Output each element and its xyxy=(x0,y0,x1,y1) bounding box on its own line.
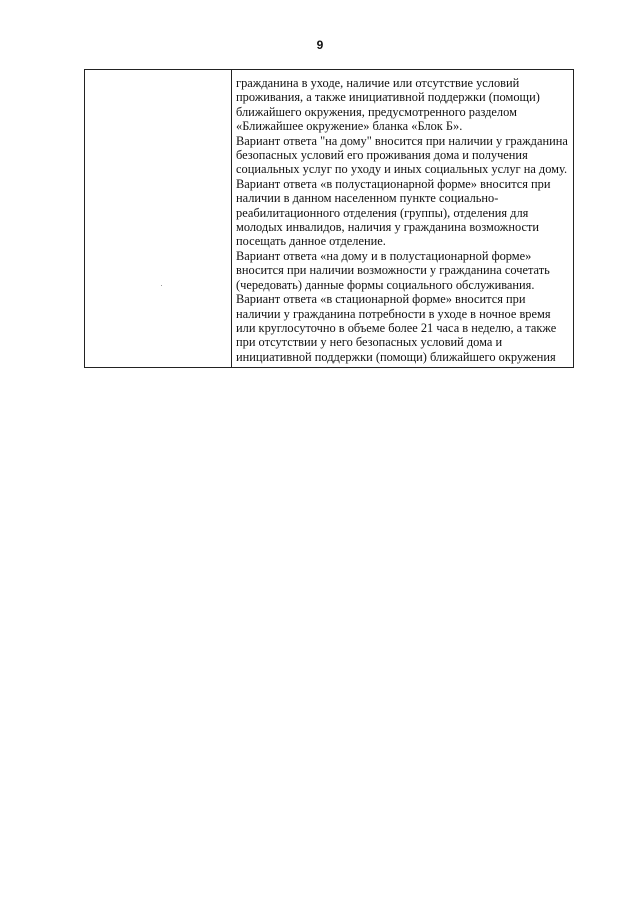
scan-speck xyxy=(161,285,162,286)
cell-text-block xyxy=(232,70,573,367)
paragraph-semi-stationary-option: Вариант ответа «в полустационарной форме» вносится при наличии в данном населенном пункте социально-реабилитационного отделения (группы), отделения для молодых инвалидов, наличия у гражданина возможности посещать данное отделение. xyxy=(236,176,551,249)
paragraph-home-and-semi-stationary-option: Вариант ответа «на дому и в полустационарной форме» вносится при наличии возможности у гражданина сочетать (чередовать) данные формы социального обслуживания. xyxy=(236,248,550,292)
paragraph-stationary-option: Вариант ответа «в стационарной форме» вносится при наличии у гражданина потребности в уходе в ночное время или круглосуточно в объеме более 21 часа в неделю, а также при отсутствии у него безопасных условий дома и инициативной поддержки (помощи) ближайшего окружения xyxy=(236,292,557,364)
paragraph-home-option: Вариант ответа "на дому" вносится при наличии у гражданина безопасных условий его проживания дома и получения социальных услуг по уходу и иных социальных услуг на дому. xyxy=(236,133,568,177)
page-number: 9 xyxy=(316,38,324,52)
table-row xyxy=(85,70,574,368)
table-cell-left xyxy=(85,70,232,368)
paragraph-care-conditions: гражданина в уходе, наличие или отсутствие условий проживания, а также инициативной поддержки (помощи) ближайшего окружения, предусмотренного разделом «Ближайшее окружение» бланка «Блок Б». xyxy=(236,76,540,134)
content-table xyxy=(84,69,574,368)
table-cell-right xyxy=(232,70,574,368)
